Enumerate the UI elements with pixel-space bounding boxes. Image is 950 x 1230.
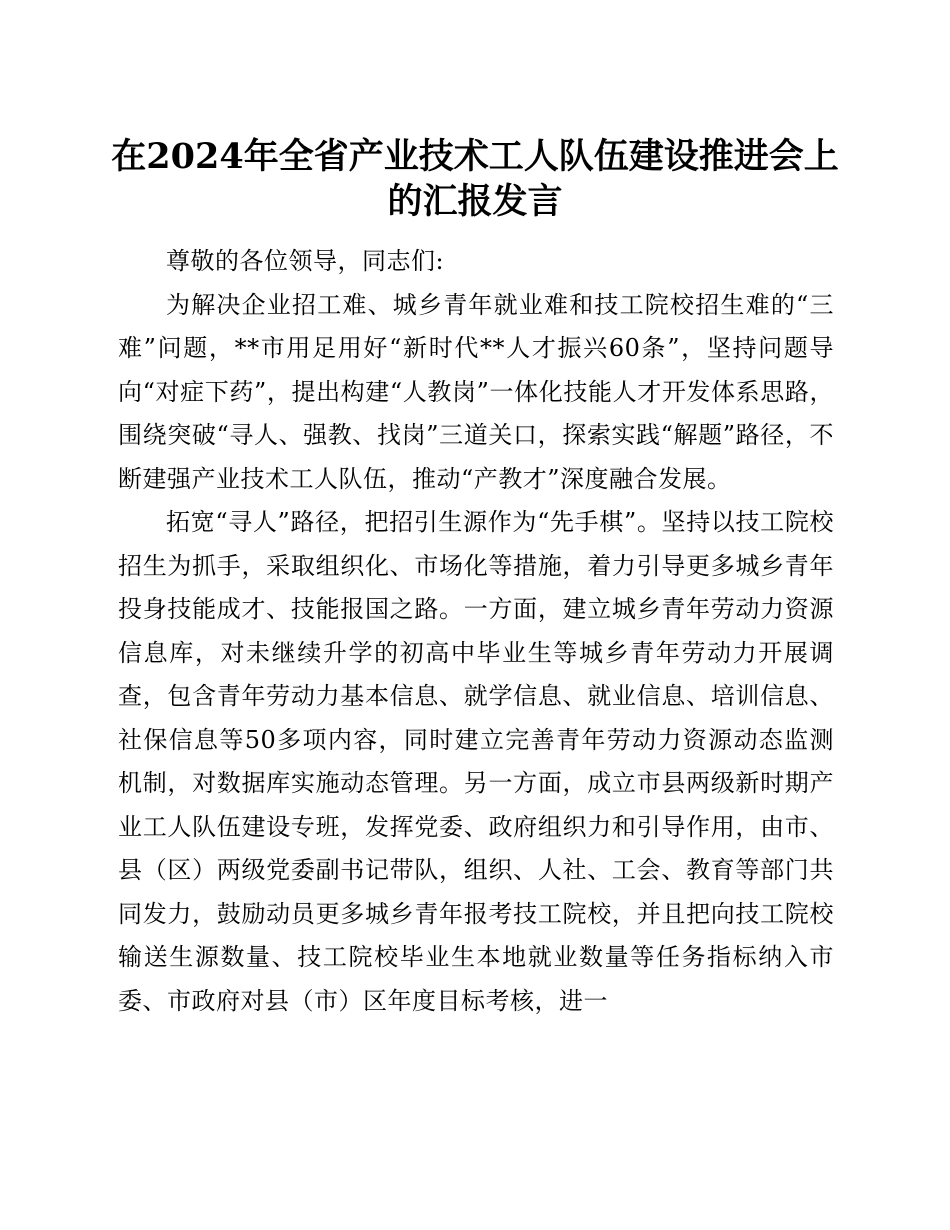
document-title-line-1: 在2024年全省产业技术工人队伍建设推进会上 [111, 136, 839, 177]
document-title-line-2: 的汇报发言 [387, 181, 563, 222]
salutation: 尊敬的各位领导，同志们: [166, 247, 445, 275]
paragraph-recruit: 拓宽“寻人”路径，把招引生源作为“先手棋”。坚持以技工院校招生为抓手，采取组织化、市场化等措施，着力引导更多城乡青年投身技能成才、技能报国之路。一方面，建立城乡青年劳动力资源信息库，对未继续升学的初高中毕业生等城乡青年劳动力开展调查，包含青年劳动力基本信息、就学信息、就业信息、培训信息、社保信息等50多项内容，同时建立完善青年劳动力资源动态监测机制，对数据库实施动态管理。另一方面，成立市县两级新时期产业工人队伍建设专班，发挥党委、政府组织力和引导作用，由市、县（区）两级党委副书记带队，组织、人社、工会、教育等部门共同发力，鼓励动员更多城乡青年报考技工院校，并且把向技工院校输送生源数量、技工院校毕业生本地就业数量等任务指标纳入市委、市政府对县（市）区年度目标考核，进一 [118, 508, 834, 1015]
paragraph-intro: 为解决企业招工难、城乡青年就业难和技工院校招生难的“三难”问题，**市用足用好“新时代**人才振兴60条”，坚持问题导向“对症下药”，提出构建“人教岗”一体化技能人才开发体系思路，围绕突破“寻人、强教、找岗”三道关口，探索实践“解题”路径，不断建强产业技术工人队伍，推动“产教才”深度融合发展。 [118, 290, 834, 493]
document-body [118, 240, 834, 1023]
document-title [90, 134, 860, 224]
